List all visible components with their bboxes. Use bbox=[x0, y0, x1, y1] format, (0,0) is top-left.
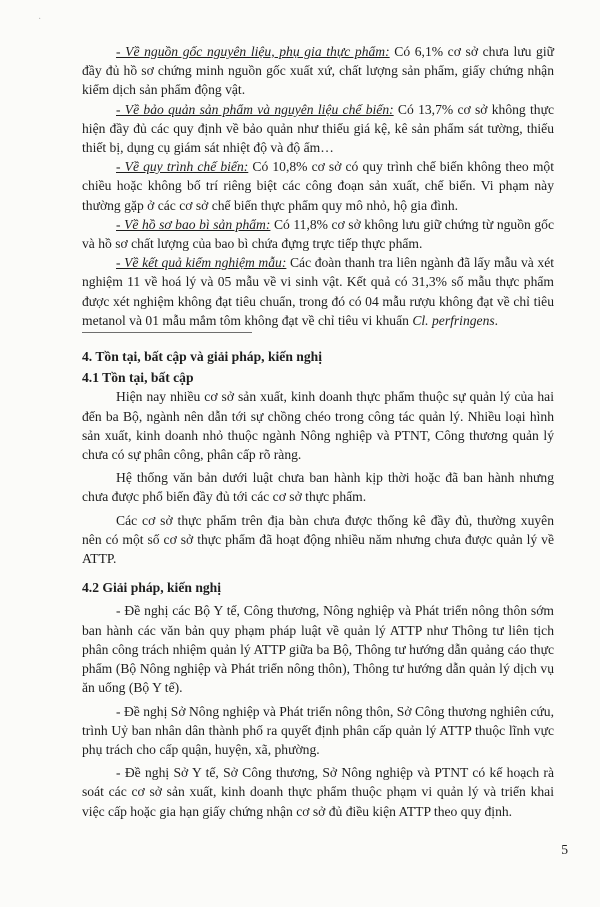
paragraph-ton-tai-2: Hệ thống văn bản dưới luật chưa ban hành kịp thời hoặc đã ban hành nhưng chưa được phổ biến đầy đủ tới các cơ sở thực phẩm. bbox=[82, 470, 554, 505]
section-4-1-title: 4.1 Tồn tại, bất cập bbox=[82, 370, 194, 386]
paragraph-lead: - Về hồ sơ bao bì sản phẩm: bbox=[116, 216, 271, 232]
species-name: Cl. perfringens bbox=[412, 312, 495, 328]
paragraph-lead: - Về quy trình chế biến: bbox=[116, 159, 249, 175]
paragraph-ton-tai-3: Các cơ sở thực phẩm trên địa bàn chưa được thống kê đầy đủ, thường xuyên nên có một số cơ sở thực phẩm đã hoạt động nhiều năm nhưng chưa được quản lý về ATTP. bbox=[82, 512, 554, 567]
paragraph-text: Có 6,1% cơ sở chưa lưu giữ đầy đủ hồ sơ chứng minh nguồn gốc xuất xứ, chất lượng sản phẩm, giấy chứng nhận kiểm dịch sản phẩm động vật. bbox=[82, 44, 554, 98]
paragraph-text: Có 13,7% cơ sở không thực hiện đầy đủ các quy định về bảo quản như thiếu giá kệ, kê sản phẩm sát tường, thiếu thiết bị, dụng cụ giám sát nhiệt độ và độ ẩm… bbox=[82, 101, 554, 156]
paragraph-end: . bbox=[494, 312, 499, 328]
paragraph-lead: - Về bảo quản sản phẩm và nguyên liệu chế biến: bbox=[116, 101, 394, 117]
paragraph-bao-quan bbox=[82, 100, 554, 158]
paragraph-quy-trinh bbox=[82, 157, 554, 215]
paragraph-ket-qua bbox=[82, 253, 554, 330]
paragraph-text: Có 10,8% cơ sở có quy trình chế biến không theo một chiều hoặc không bố trí riêng biệt các công đoạn sản xuất, chế biến. Vi phạm này thường gặp ở các cơ sở chế biến thực phẩm quy mô nhỏ, hộ gia đình. bbox=[82, 159, 554, 213]
section-4-2-title: 4.2 Giải pháp, kiến nghị bbox=[82, 580, 222, 596]
scan-mark: · bbox=[38, 14, 42, 25]
paragraph-lead: - Về kết quả kiểm nghiệm mẫu: bbox=[116, 255, 287, 271]
paragraph-text: Có 11,8% cơ sở không lưu giữ chứng từ nguồn gốc và hồ sơ chất lượng của bao bì chứa đựng trực tiếp thực phẩm. bbox=[82, 216, 554, 252]
section-divider bbox=[82, 332, 252, 333]
paragraph-kien-nghi-1: - Đề nghị các Bộ Y tế, Công thương, Nông nghiệp và Phát triển nông thôn sớm ban hành các văn bản quy phạm pháp luật về quản lý ATTP như Thông tư liên tịch phân công trách nhiệm quản lý ATTP giữa ba Bộ, Thông tư hướng dẫn quảng cáo thực phẩm (Bộ Nông nghiệp và Phát triển nông thôn), Thông tư hướng dẫn quản lý dịch vụ ăn uống (Bộ Y tế). bbox=[82, 603, 554, 696]
section-4-title: 4. Tồn tại, bất cập và giải pháp, kiến nghị bbox=[82, 349, 322, 365]
paragraph-kien-nghi-3: - Đề nghị Sở Y tế, Sở Công thương, Sở Nông nghiệp và PTNT có kế hoạch rà soát các cơ sở sản xuất, kinh doanh thực phẩm thuộc phạm vi quản lý và triển khai việc cấp hoặc gia hạn giấy chứng nhận cơ sở đủ điều kiện ATTP theo quy định. bbox=[82, 765, 554, 819]
paragraph-nguon-goc bbox=[82, 42, 554, 100]
paragraph-ton-tai-1: Hiện nay nhiều cơ sở sản xuất, kinh doanh thực phẩm thuộc sự quản lý của hai đến ba Bộ, ngành nên dẫn tới sự chồng chéo trong công tác quản lý. Nhiều loại hình sản xuất, kinh doanh nhỏ thuộc ngành Nông nghiệp và PTNT, Công thương quản lý chưa có sự phân công, phân cấp rõ ràng. bbox=[82, 389, 554, 463]
paragraph-bao-bi bbox=[82, 215, 554, 253]
paragraph-lead: - Về nguồn gốc nguyên liệu, phụ gia thực phẩm: bbox=[116, 44, 390, 59]
page-number: 5 bbox=[561, 842, 568, 857]
paragraph-kien-nghi-2: - Đề nghị Sở Nông nghiệp và Phát triển nông thôn, Sở Công thương nghiên cứu, trình Uỷ ban nhân dân thành phố ra quyết định phân cấp quản lý ATTP thuộc lĩnh vực phụ trách cho cấp quận, huyện, xã, phường. bbox=[82, 703, 554, 757]
paragraph-text: Các đoàn thanh tra liên ngành đã lấy mẫu và xét nghiệm 11 về hoá lý và 05 mẫu về vi sinh vật. Kết quả có 31,3% số mẫu thực phẩm được xét nghiệm không đạt tiêu chuẩn, trong đó có 04 mẫu rượu không đạt về chỉ tiêu metanol và 01 mẫu mắm tôm không đạt về chỉ tiêu vi khuẩn bbox=[82, 255, 554, 328]
document-body bbox=[82, 42, 554, 821]
